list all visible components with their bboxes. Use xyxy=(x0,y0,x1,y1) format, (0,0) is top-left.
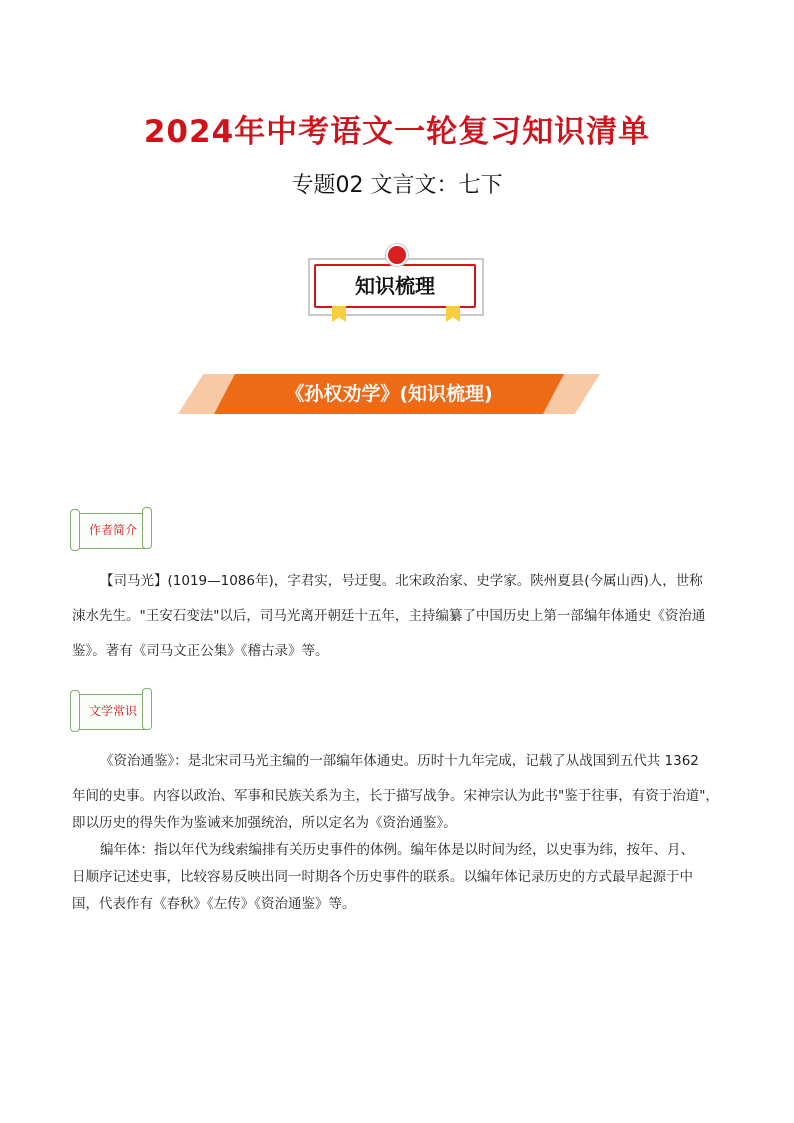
scroll-roll-icon xyxy=(70,690,80,732)
text-line: 日顺序记述史事，比较容易反映出同一时期各个历史事件的联系。以编年体记录历史的方式最早起源于中 xyxy=(72,869,693,885)
text-line: 鉴》。著有《司马文正公集》《稽古录》等。 xyxy=(72,643,329,659)
scroll-roll-icon xyxy=(70,509,80,551)
page-subtitle: 专题02 文言文：七下 xyxy=(291,173,503,198)
ribbon-left-icon xyxy=(332,306,346,322)
text-line: 国，代表作有《春秋》《左传》《资治通鉴》等。 xyxy=(72,896,356,912)
text-line: 编年体：指以年代为线索编排有关历史事件的体例。编年体是以时间为经，以史事为纬，按年、月、 xyxy=(100,842,694,858)
text-line: 即以历史的得失作为鉴诫来加强统治，所以定名为《资治通鉴》。 xyxy=(72,815,457,831)
section-label: 文学常识 xyxy=(88,704,137,718)
banner-label: 《孙权劝学》(知识梳理) xyxy=(285,383,493,405)
page-title: 2024年中考语文一轮复习知识清单 xyxy=(143,114,651,150)
badge-pin-icon xyxy=(386,244,408,266)
knowledge-badge xyxy=(306,250,486,322)
section-label: 作者简介 xyxy=(88,523,137,537)
literature-paragraph xyxy=(72,750,732,915)
badge-label: 知识梳理 xyxy=(314,264,476,308)
text-line: 涑水先生。"王安石变法"以后，司马光离开朝廷十五年，主持编纂了中国历史上第一部编年体通史《资治通 xyxy=(72,608,706,624)
ribbon-right-icon xyxy=(446,306,460,322)
scroll-label-literature xyxy=(70,688,152,732)
text-line: 【司马光】(1019—1086年)，字君实，号迂叟。北宋政治家、史学家。陕州夏县(今属山西)人，世称 xyxy=(100,573,703,589)
author-intro-paragraph xyxy=(72,570,732,662)
text-line: 年间的史事。内容以政治、军事和民族关系为主，长于描写战争。宋神宗认为此书"鉴于往事，有资于治道"， xyxy=(72,788,719,804)
text-line: 《资治通鉴》：是北宋司马光主编的一部编年体通史。历时十九年完成，记载了从战国到五代共 1362 xyxy=(100,753,699,769)
section-banner xyxy=(178,374,600,414)
scroll-label-author xyxy=(70,507,152,551)
